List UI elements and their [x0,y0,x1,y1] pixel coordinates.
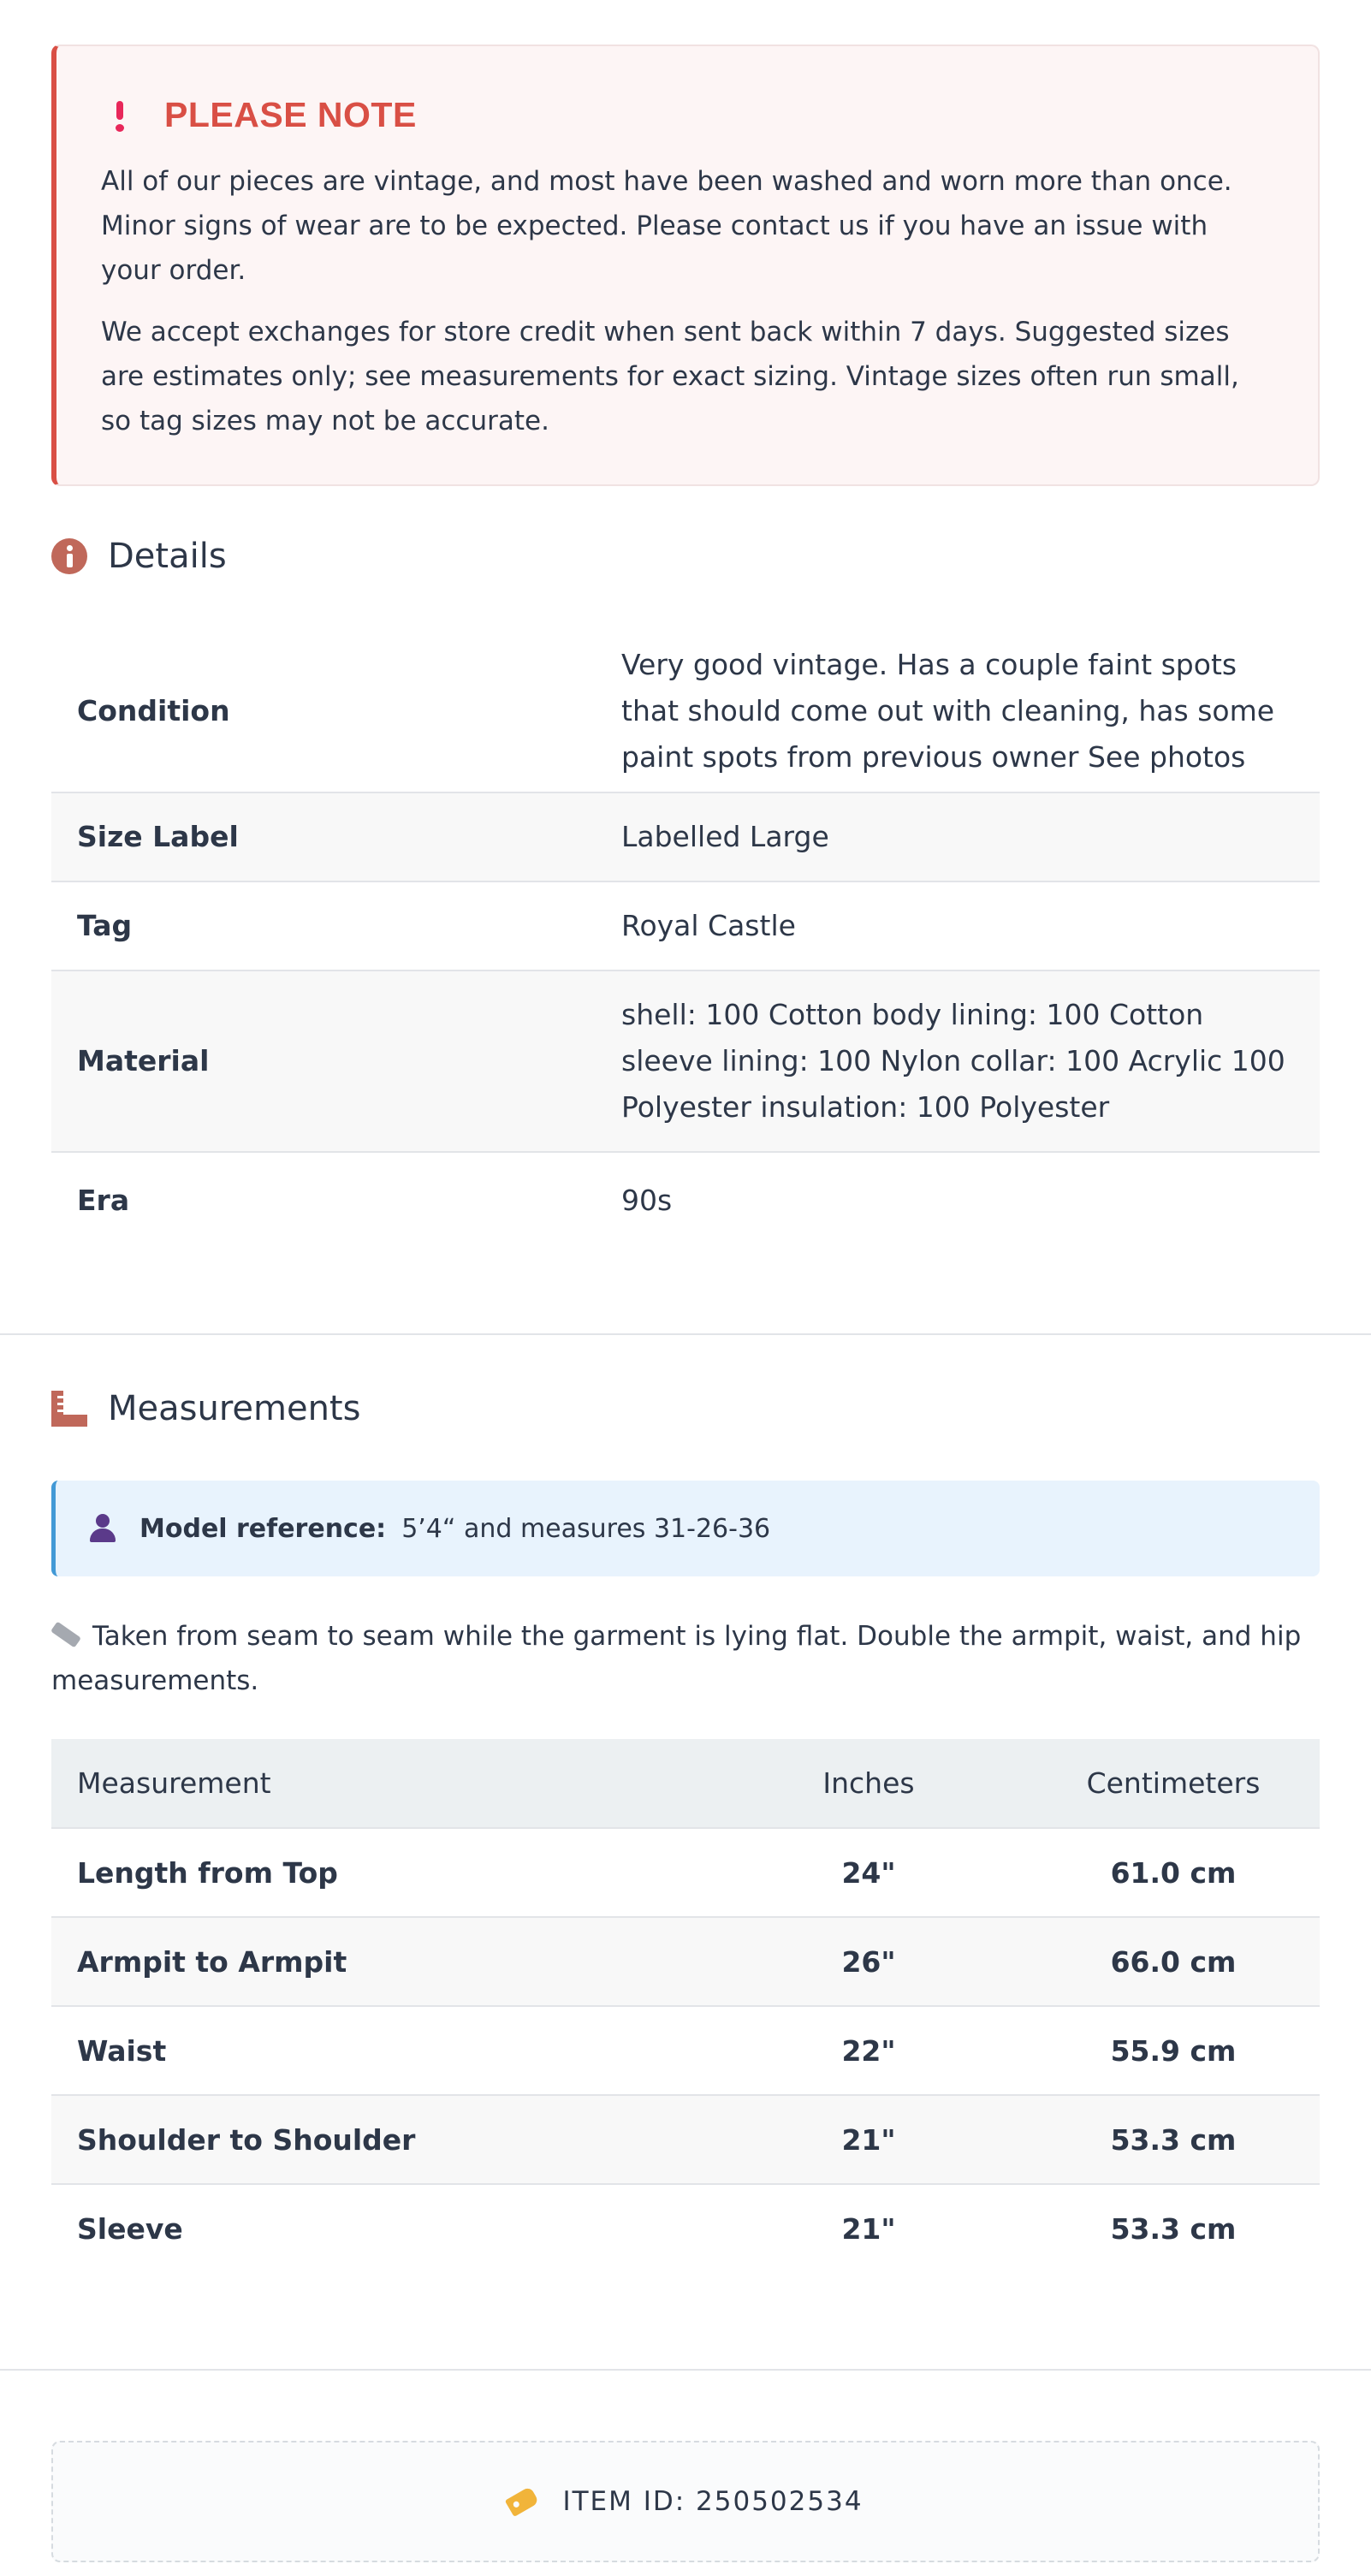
details-row-material [51,970,1320,1152]
details-label: Size Label [77,820,239,853]
measurement-cm: 53.3 cm [1110,2122,1237,2157]
details-row-size-label [51,792,1320,881]
measurement-inches: 21" [841,2212,896,2246]
details-value: Very good vintage. Has a couple faint spots that should come out with cleaning, has some paint spots from previous owner See photos [621,647,1275,774]
measurement-cm: 66.0 cm [1110,1944,1237,1979]
details-label: Era [77,1183,130,1217]
model-reference [51,1481,1320,1576]
details-value: Royal Castle [621,909,796,942]
section-divider [0,1333,1371,1335]
measurement-cm: 53.3 cm [1110,2212,1237,2246]
details-value: shell: 100 Cotton body lining: 100 Cotton sleeve lining: 100 Nylon collar: 100 Acrylic 100 Polyester insulation: 100 Polyester [621,998,1285,1124]
pencil-icon [50,1621,81,1647]
ruler-icon [51,1391,87,1427]
header-inches: Inches [822,1766,915,1800]
exclamation-icon [110,94,130,135]
details-row-condition [51,630,1320,792]
measurements-heading [51,1383,1320,1434]
table-row [51,1828,1320,1917]
details-title: Details [108,537,227,576]
measurement-name: Shoulder to Shoulder [77,2122,416,2157]
model-reference-label: Model reference: [139,1513,387,1544]
details-value: 90s [621,1183,673,1217]
details-label: Condition [77,693,230,727]
details-row-era [51,1152,1320,1248]
notice-paragraph-2: We accept exchanges for store credit when sent back within 7 days. Suggested sizes are estimates only; see measurements for exact sizing. Vintage sizes often run small, so tag sizes may not be accurate. [101,317,1239,436]
details-heading [51,531,1320,582]
table-row [51,2184,1320,2273]
details-table [51,630,1320,1248]
person-icon [90,1514,116,1543]
tag-icon [505,2486,539,2517]
item-id: ITEM ID: 250502534 [562,2486,864,2517]
measurement-inches: 22" [841,2033,896,2068]
model-reference-value: 5’4“ and measures 31-26-36 [401,1513,771,1544]
header-centimeters: Centimeters [1086,1766,1261,1800]
notice-title: PLEASE NOTE [164,94,417,134]
notice-box [51,45,1320,486]
table-row [51,2006,1320,2095]
measurement-hint [51,1614,1320,1703]
measurement-cm: 55.9 cm [1110,2033,1237,2068]
measurements-table [51,1739,1320,2273]
details-value: Labelled Large [621,820,829,853]
notice-paragraph-1: All of our pieces are vintage, and most have been washed and worn more than once. Minor signs of wear are to be expected. Please contact us if you have an issue with your order. [101,166,1232,286]
measurement-inches: 21" [841,2122,896,2157]
notice-header [101,94,1272,135]
measurement-name: Armpit to Armpit [77,1944,347,1979]
section-divider [0,2369,1371,2371]
details-label: Material [77,1044,210,1077]
table-row [51,2095,1320,2184]
measurement-cm: 61.0 cm [1110,1855,1237,1890]
details-row-tag [51,881,1320,970]
measurement-inches: 26" [841,1944,896,1979]
item-id-box [51,2441,1320,2562]
measurement-name: Waist [77,2033,167,2068]
details-label: Tag [77,909,133,942]
measurement-name: Length from Top [77,1855,338,1890]
measurements-title: Measurements [108,1389,361,1428]
measurement-inches: 24" [841,1855,896,1890]
info-icon [51,538,87,574]
table-row [51,1917,1320,2006]
measurement-hint-text: Taken from seam to seam while the garment is lying flat. Double the armpit, waist, and hip measurements. [51,1621,1302,1696]
measurements-header-row [51,1739,1320,1828]
measurement-name: Sleeve [77,2212,183,2246]
header-measurement: Measurement [77,1766,271,1800]
